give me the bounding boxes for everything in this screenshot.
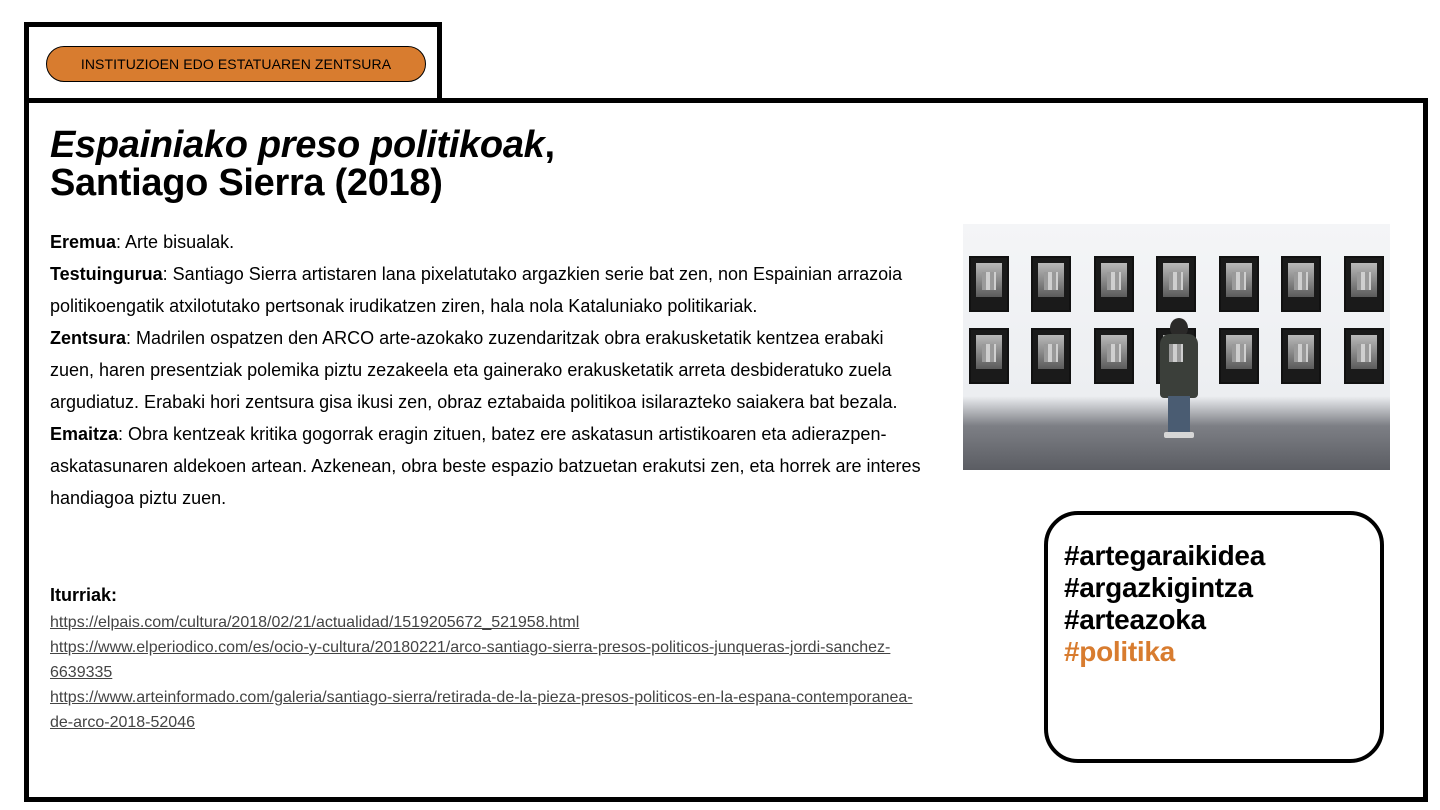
portrait-frame: [1156, 256, 1196, 312]
sources-label: Iturriak:: [50, 585, 118, 605]
section-label: Emaitza: [50, 424, 119, 444]
category-label: INSTITUZIOEN EDO ESTATUAREN ZENTSURA: [80, 56, 392, 72]
portrait-frame: [1344, 328, 1384, 384]
portrait-frame: [1281, 256, 1321, 312]
section-emaitza: [50, 418, 930, 514]
portrait-frame: [1281, 328, 1321, 384]
section-zentsura: [50, 322, 930, 418]
page-title: [50, 126, 555, 202]
section-text: : Arte bisualak.: [116, 232, 235, 252]
portrait-frame: [1031, 256, 1071, 312]
source-link[interactable]: https://elpais.com/cultura/2018/02/21/actualidad/1519205672_521958.html: [50, 614, 580, 631]
hashtag-list: [1064, 540, 1265, 668]
section-label: Zentsura: [50, 328, 127, 348]
portrait-frame: [1094, 256, 1134, 312]
portrait-frame: [1219, 328, 1259, 384]
sources: [50, 580, 930, 735]
portrait-frame: [1219, 256, 1259, 312]
hashtag-highlight: #politika: [1064, 636, 1175, 667]
section-text: : Obra kentzeak kritika gogorrak eragin zituen, batez ere askatasun artistikoaren eta adierazpen-askatasunaren aldekoen artean. Azkenean, obra beste espazio batzuetan erakutsi zen, eta horrek are interes handiagoa piztu zuen.: [50, 424, 921, 508]
visitor-figure: [1158, 318, 1200, 440]
section-label: Testuingurua: [50, 264, 163, 284]
section-eremua: [50, 226, 930, 258]
title-comma: ,: [544, 124, 555, 166]
description: [50, 226, 930, 514]
hashtag: #argazkigintza: [1064, 572, 1253, 603]
section-label: Eremua: [50, 232, 117, 252]
portrait-frame: [969, 256, 1009, 312]
artist-year: Santiago Sierra (2018): [50, 162, 443, 204]
section-text: : Santiago Sierra artistaren lana pixelatutako argazkien serie bat zen, non Espainian arrazoia politikoengatik atxilotutako pertsonak irudikatzen ziren, hala nola Kataluniako politikariak.: [50, 264, 903, 316]
source-link[interactable]: https://www.elperiodico.com/es/ocio-y-cultura/20180221/arco-santiago-sierra-presos-politicos-junqueras-jordi-sanchez-6639335: [50, 639, 891, 681]
category-badge: [46, 46, 426, 82]
portrait-frame: [969, 328, 1009, 384]
artwork-title: Espainiako preso politikoak: [50, 124, 545, 166]
section-text: : Madrilen ospatzen den ARCO arte-azokako zuzendaritzak obra erakusketatik kentzea erabaki zuen, haren presentziak polemika piztu zezakeela eta gainerako erakusketatik arreta desbideratuko zuela argudiatuz. Erabaki hori zentsura gisa ikusi zen, obraz eztabaida politikoa isilarazteko saiakera bat bezala.: [50, 328, 898, 412]
hashtag: #arteazoka: [1064, 604, 1206, 635]
portrait-frame: [1344, 256, 1384, 312]
source-link[interactable]: https://www.arteinformado.com/galeria/santiago-sierra/retirada-de-la-pieza-presos-politicos-en-la-espana-contemporanea-de-arco-2018-52046: [50, 689, 913, 731]
hashtag: #artegaraikidea: [1064, 540, 1265, 571]
portrait-frame: [1094, 328, 1134, 384]
section-testuingurua: [50, 258, 930, 322]
portrait-frame: [1031, 328, 1071, 384]
